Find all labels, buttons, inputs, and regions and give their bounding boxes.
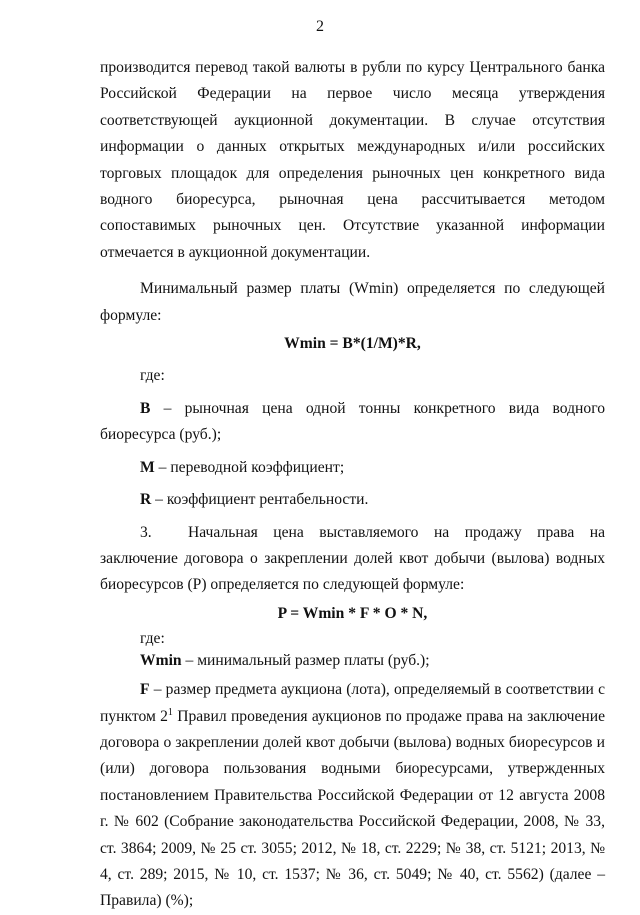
term-r: R	[140, 491, 152, 509]
definition-m-text: – переводной коэффициент;	[154, 458, 345, 476]
where-label-2: где:	[140, 630, 165, 648]
definition-wmin	[100, 651, 605, 671]
document-body	[100, 55, 605, 915]
definition-r	[100, 487, 605, 513]
paragraph-initial-price	[100, 520, 605, 599]
definition-wmin-text: – минимальный размер платы (руб.);	[181, 652, 430, 670]
definition-f-text-a: – размер предмета аукциона (лота), определяемый в соответствии с пунктом 2	[100, 681, 605, 725]
definition-f	[100, 677, 605, 915]
paragraph-initial-price-text: Начальная цена выставляемого на продажу права на заключение договора о закреплении долей квот добычи (вылова) водных биоресурсов (Р) определяется по следующей формуле:	[100, 523, 605, 594]
term-wmin: Wmin	[140, 652, 182, 670]
term-f: F	[140, 681, 150, 699]
paragraph-number: 3.	[140, 523, 152, 541]
definition-b-text: – рыночная цена одной тонны конкретного вида водного биоресурса (руб.);	[100, 399, 605, 444]
paragraph-currency-conversion: производится перевод такой валюты в рубли по курсу Центрального банка Российской Федерации на первое число месяца утверждения соответствующей аукционной документации. В случае отсутствия информации о данных открытых международных и/или российских торговых площадок для определения рыночных цен конкретного вида водного биоресурса, рыночная цена рассчитывается методом сопоставимых рыночных цен. Отсутствие указанной информации отмечается в аукционной документации.	[100, 59, 605, 261]
page-number: 2	[316, 18, 324, 35]
where-label: где:	[140, 367, 165, 385]
formula-price: P = Wmin * F * O * N,	[277, 604, 428, 622]
definition-f-text-b: Правил проведения аукционов по продаже права на заключение договора о закреплении долей квот добычи (вылова) водных биоресурсов и (или) договора пользования водными биоресурсами, утвержденных постановлением Правительства Российской Федерации от 12 августа 2008 г. № 602 (Собрание законодательства Российской Федерации, 2008, № 33, ст. 3864; 2009, № 25 ст. 3055; 2012, № 18, ст. 2229; № 38, ст. 5121; 2013, № 4, ст. 289; 2015, № 10, ст. 1537; № 36, ст. 5049; № 40, ст. 5562) (далее – Правила) (%);	[100, 707, 605, 910]
paragraph-min-payment: Минимальный размер платы (Wmin) определяется по следующей формуле:	[100, 280, 605, 324]
definition-b	[100, 396, 605, 449]
footnote-superscript: 1	[167, 706, 173, 718]
definition-m	[100, 455, 605, 481]
definition-r-text: – коэффициент рентабельности.	[151, 491, 369, 509]
term-b: В	[140, 399, 151, 417]
formula-wmin: Wmin = B*(1/M)*R,	[284, 335, 421, 353]
term-m: М	[140, 458, 155, 476]
